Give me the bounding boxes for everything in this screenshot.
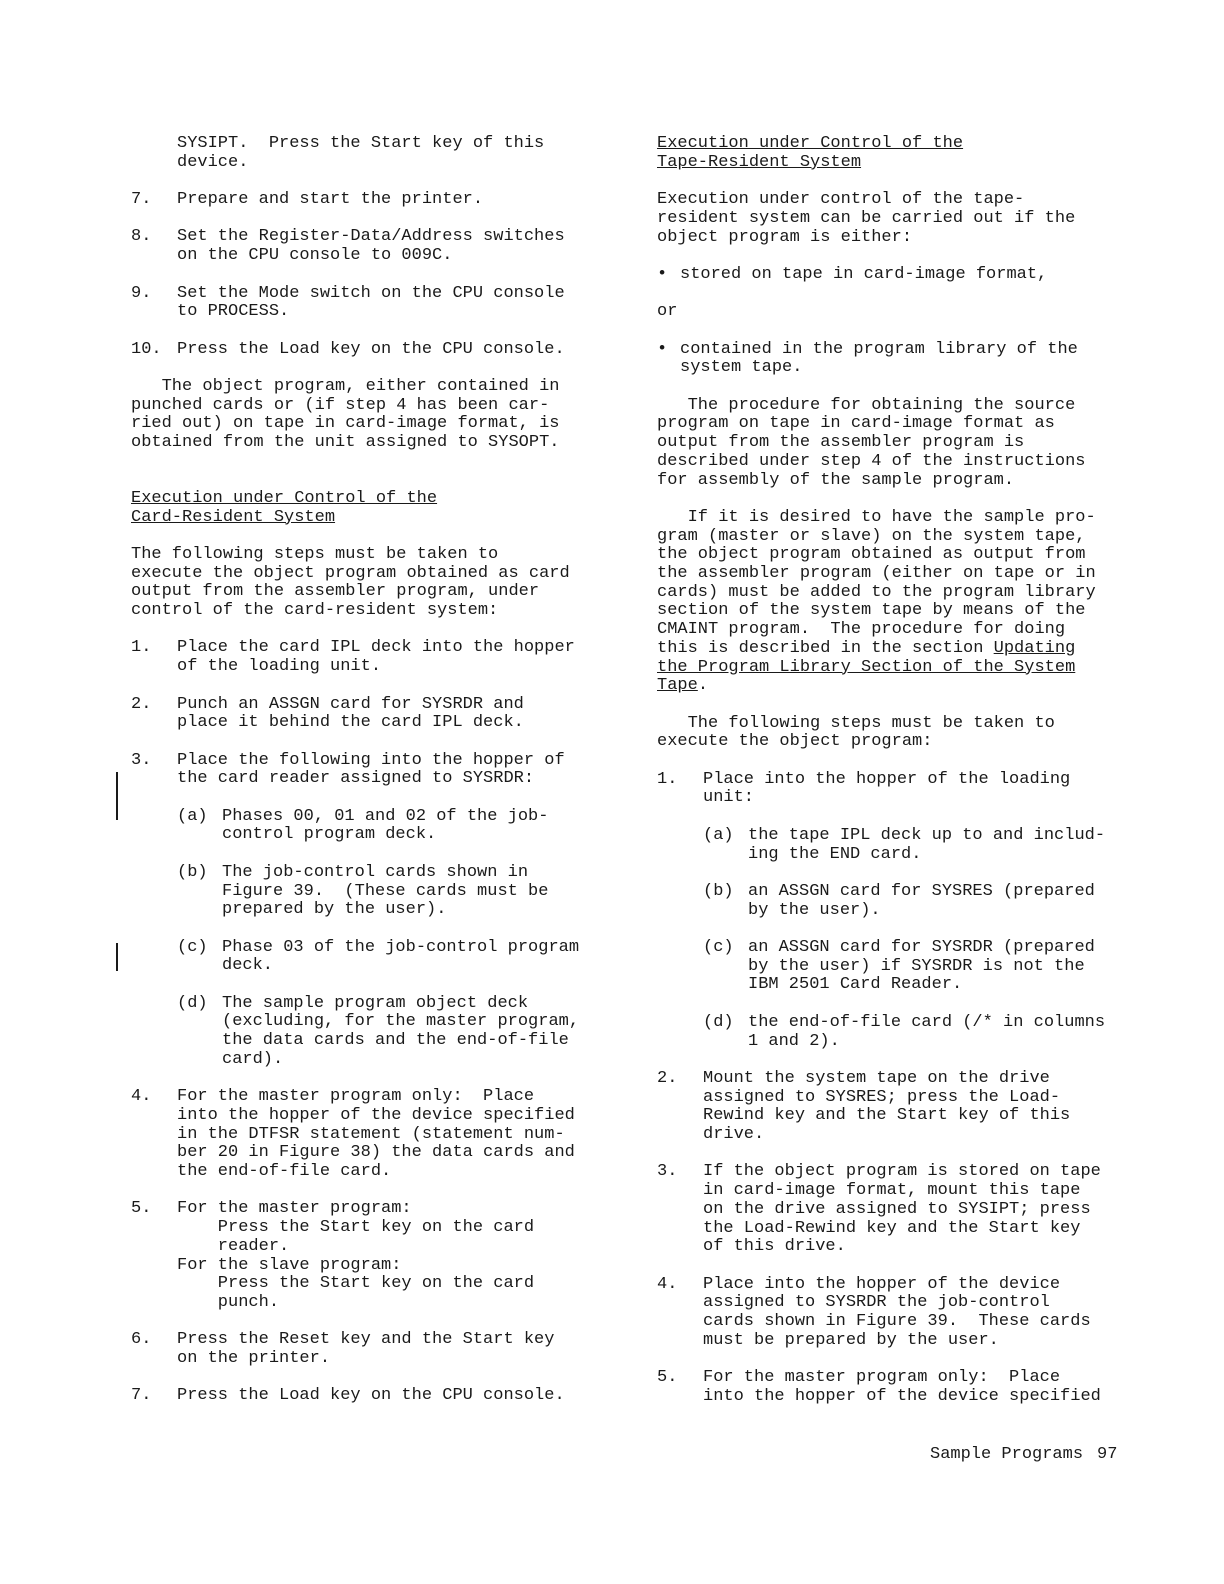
continued-text: SYSIPT. Press the Start key of this device. bbox=[177, 134, 545, 172]
updating-link-3: Tape bbox=[657, 676, 698, 696]
step-10: 10. Press the Load key on the CPU console. bbox=[131, 339, 565, 359]
tape-step-5: 5. For the master program only: Place into the hopper of the device specified bbox=[657, 1368, 1101, 1406]
object-program-paragraph: The object program, either contained in punched cards or (if step 4 has been car- ried out) on tape in card-image format, is obtained from the unit assigned to SYSOPT. bbox=[131, 377, 560, 453]
card-resident-heading: Execution under Control of the Card-Resident System bbox=[131, 488, 438, 527]
tape-substep-a: (a) the tape IPL deck up to and includ- ing the END card. bbox=[703, 825, 1106, 864]
left-column bbox=[131, 135, 626, 1425]
tape-resident-heading: Execution under Control of the Tape-Resident System bbox=[657, 134, 964, 172]
card-step-1: 1. Place the card IPL deck into the hopper of the loading unit. bbox=[131, 638, 575, 677]
updating-link-1: Updating bbox=[993, 638, 1076, 658]
tape-step-1: 1. Place into the hopper of the loading unit: bbox=[657, 769, 1071, 808]
step-8: 8. Set the Register-Data/Address switches on the CPU console to 009C. bbox=[131, 227, 565, 266]
card-step-5: 5. For the master program: Press the Start key on the card reader. For the slave program: Press the Start key on the card punch. bbox=[131, 1199, 535, 1312]
tape-substep-d: (d) the end-of-file card (/* in columns 1 and 2). bbox=[703, 1012, 1106, 1051]
card-substep-a: (a) Phases 00, 01 and 02 of the job- control program deck. bbox=[177, 806, 549, 845]
step-7: 7. Prepare and start the printer. bbox=[131, 190, 484, 210]
card-resident-intro: The following steps must be taken to execute the object program obtained as card output from the assembler program, under control of the card-resident system: bbox=[131, 544, 570, 621]
tape-step-2: 2. Mount the system tape on the drive assigned to SYSRES; press the Load- Rewind key and the Start key of this drive. bbox=[657, 1068, 1071, 1145]
procedure-paragraph: The procedure for obtaining the source program on tape in card-image format as output from the assembler program is described under step 4 of the instructions for assembly of the sample program. bbox=[657, 395, 1086, 490]
footer-section-title: Sample Programs bbox=[930, 1445, 1084, 1464]
step-9: 9. Set the Mode switch on the CPU console to PROCESS. bbox=[131, 283, 565, 322]
card-step-2: 2. Punch an ASSGN card for SYSRDR and place it behind the card IPL deck. bbox=[131, 694, 524, 733]
card-substep-b: (b) The job-control cards shown in Figure 39. (These cards must be prepared by the user). bbox=[177, 862, 549, 920]
tape-steps-intro: The following steps must be taken to execute the object program: bbox=[657, 713, 1055, 752]
card-step-6: 6. Press the Reset key and the Start key on the printer. bbox=[131, 1330, 555, 1369]
page-number: 97 bbox=[1097, 1445, 1118, 1464]
tape-resident-intro: Execution under control of the tape- resident system can be carried out if the object program is either: bbox=[657, 190, 1076, 247]
revision-bar-1 bbox=[116, 772, 118, 820]
card-substep-d: (d) The sample program object deck (excluding, for the master program, the data cards and the end-of-file card). bbox=[177, 993, 580, 1069]
or-text: or bbox=[657, 302, 678, 322]
updating-link-2: the Program Library Section of the System bbox=[657, 657, 1076, 677]
card-step-3: 3. Place the following into the hopper of the card reader assigned to SYSRDR: bbox=[131, 750, 565, 789]
page-footer bbox=[930, 1446, 1117, 1465]
bullet-icon: • bbox=[657, 264, 668, 284]
tape-step-4: 4. Place into the hopper of the device assigned to SYSRDR the job-control cards shown in Figure 39. These cards must be prepared by the user. bbox=[657, 1274, 1091, 1350]
sample-program-paragraph: If it is desired to have the sample pro- gram (master or slave) on the system tape, the object program obtained as output from the assembler program (either on tape or in cards) must be added to the program library section of the system tape by means of the CMAINT program. The procedure for doing this is described in the section Updating the Program Library Section of the System Tape. bbox=[657, 507, 1096, 696]
card-substep-c: (c) Phase 03 of the job-control program deck. bbox=[177, 937, 580, 976]
card-step-7: 7. Press the Load key on the CPU console. bbox=[131, 1386, 565, 1406]
bullet-icon: • bbox=[657, 339, 668, 359]
card-step-4: 4. For the master program only: Place into the hopper of the device specified in the DTFSR statement (statement num- ber 20 in Figure 38) the data cards and the end-of-file card. bbox=[131, 1087, 575, 1182]
tape-substep-b: (b) an ASSGN card for SYSRES (prepared by the user). bbox=[703, 881, 1095, 920]
bullet-stored-on-tape: • stored on tape in card-image format, bbox=[657, 264, 1048, 284]
tape-step-3: 3. If the object program is stored on tape in card-image format, mount this tape on the drive assigned to SYSIPT; press the Load-Rewind key and the Start key of this drive. bbox=[657, 1162, 1101, 1257]
bullet-program-library: • contained in the program library of the system tape. bbox=[657, 339, 1078, 378]
right-column bbox=[657, 135, 1157, 1425]
revision-bar-2 bbox=[116, 943, 118, 971]
tape-substep-c: (c) an ASSGN card for SYSRDR (prepared by the user) if SYSRDR is not the IBM 2501 Card Reader. bbox=[703, 938, 1095, 995]
